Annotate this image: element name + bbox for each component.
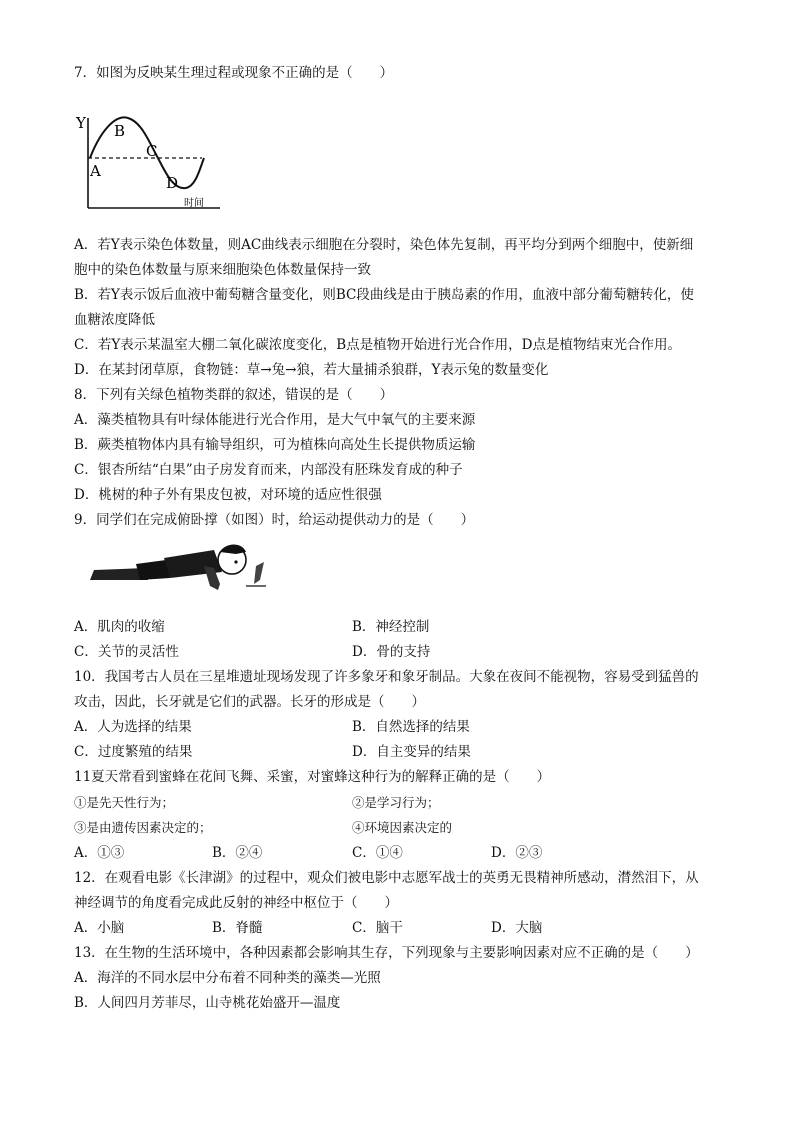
q7-point-a: A (90, 162, 101, 180)
q12-option-a: A．小脑 (74, 920, 125, 936)
q7-point-d: D (166, 174, 179, 192)
q7-point-b: B (114, 122, 126, 140)
q10-stem-line1: 10．我国考古人员在三星堆遗址现场发现了许多象牙和象牙制品。大象在夜间不能视物，容易受到猛兽的 (74, 669, 699, 685)
q7-option-b-line1: B．若Y表示饭后血液中葡萄糖含量变化，则BC段曲线是由于胰岛素的作用，血液中部分葡萄糖转化，使 (74, 287, 694, 303)
q11-option-b: B．②④ (212, 845, 263, 861)
q10-option-c: C．过度繁殖的结果 (74, 744, 193, 760)
q11-option-a: A．①③ (74, 845, 125, 861)
q7-y-label: Y (76, 114, 86, 132)
q9-option-d: D．骨的支持 (352, 644, 431, 660)
q7-point-c: C (146, 142, 158, 160)
q10-stem-line2: 攻击，因此，长牙就是它们的武器。长牙的形成是（ ） (74, 694, 425, 710)
q8-option-b: B．蕨类植物体内具有输导组织，可为植株向高处生长提供物质运输 (74, 437, 476, 453)
q10-option-b: B．自然选择的结果 (352, 719, 470, 735)
q12-option-b: B．脊髓 (212, 920, 263, 936)
q11-statement-1: ①是先天性行为； (74, 795, 175, 810)
q10-option-d: D．自主变异的结果 (352, 744, 471, 760)
q7-option-a-line1: A．若Y表示染色体数量，则AC曲线表示细胞在分裂时，染色体先复制，再平均分到两个细胞中，使新细 (74, 237, 694, 253)
q7-option-a-line2: 胞中的染色体数量与原来细胞染色体数量保持一致 (74, 262, 371, 278)
q12-option-d: D．大脑 (491, 920, 543, 936)
q10-option-a: A．人为选择的结果 (74, 719, 192, 735)
q7-curve-figure (70, 104, 230, 216)
q11-option-d: D．②③ (491, 845, 543, 861)
q11-statement-2: ②是学习行为； (352, 795, 440, 810)
q13-stem: 13．在生物的生活环境中，各种因素都会影响其生存，下列现象与主要影响因素对应不正确的是（ ） (74, 945, 699, 961)
q9-stem: 9．同学们在完成俯卧撑（如图）时，给运动提供动力的是（ ） (74, 512, 475, 528)
q8-stem: 8．下列有关绿色植物类群的叙述，错误的是（ ） (74, 387, 394, 403)
q9-option-c: C．关节的灵活性 (74, 644, 179, 660)
q12-stem-line1: 12．在观看电影《长津湖》的过程中，观众们被电影中志愿军战士的英勇无畏精神所感动，潸然泪下，从 (74, 870, 699, 886)
q12-option-c: C．脑干 (352, 920, 403, 936)
q9-pushup-figure (86, 540, 272, 598)
q7-option-b-line2: 血糖浓度降低 (74, 312, 155, 328)
q8-option-d: D．桃树的种子外有果皮包被，对环境的适应性很强 (74, 487, 382, 503)
q9-option-b: B．神经控制 (352, 619, 430, 635)
q12-stem-line2: 神经调节的角度看完成此反射的神经中枢位于（ ） (74, 895, 398, 911)
q8-option-a: A．藻类植物具有叶绿体能进行光合作用，是大气中氧气的主要来源 (74, 412, 476, 428)
q7-option-d: D．在某封闭草原，食物链：草→兔→狼，若大量捕杀狼群，Y表示兔的数量变化 (74, 362, 549, 378)
q11-option-c: C．①④ (352, 845, 403, 861)
q7-x-label: 时间 (184, 198, 204, 209)
q11-statement-3: ③是由遗传因素决定的； (74, 820, 212, 835)
q13-option-b: B．人间四月芳菲尽，山寺桃花始盛开—温度 (74, 995, 341, 1011)
q7-option-c: C．若Y表示某温室大棚二氧化碳浓度变化，B点是植物开始进行光合作用，D点是植物结束光合作用。 (74, 337, 681, 353)
q9-option-a: A．肌肉的收缩 (74, 619, 165, 635)
q8-option-c: C．银杏所结“白果”由子房发育而来，内部没有胚珠发育成的种子 (74, 462, 463, 478)
q7-stem: 7．如图为反映某生理过程或现象不正确的是（ ） (74, 65, 394, 81)
q11-statement-4: ④环境因素决定的 (352, 820, 453, 835)
q13-option-a: A．海洋的不同水层中分布着不同种类的藻类—光照 (74, 970, 381, 986)
q11-stem: 11夏天常看到蜜蜂在花间飞舞、采蜜，对蜜蜂这种行为的解释正确的是（ ） (74, 769, 551, 785)
